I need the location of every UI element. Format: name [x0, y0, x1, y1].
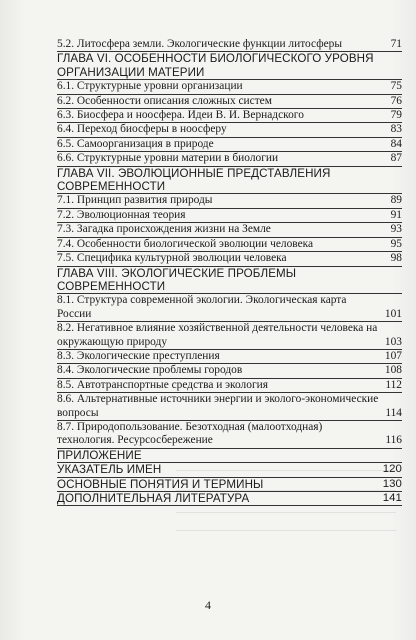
toc-chapter-heading: [57, 478, 402, 492]
toc-entry-title: 5.2. Литосфера земли. Экологические функции литосферы: [57, 38, 342, 50]
toc-entry-title: 7.4. Особенности биологической эволюции человека: [57, 237, 314, 250]
toc-entry-page: 83: [390, 123, 402, 136]
toc-entry-page: 103: [384, 335, 402, 348]
toc-entry-title: 8.5. Автотранспортные средства и экология: [57, 378, 268, 391]
toc-chapter-heading: [57, 267, 402, 295]
toc-entry-title: 7.2. Эволюционная теория: [57, 208, 186, 221]
bleed-through-line: [176, 512, 396, 516]
toc-entry: [57, 109, 402, 123]
toc-entry: [57, 238, 402, 252]
toc-entry-title: 6.1. Структурные уровни организации: [57, 80, 243, 93]
toc-entry-title: 8.1. Структура современной экологии. Экологическая карта России: [57, 294, 347, 320]
toc-entry: [57, 80, 402, 94]
toc-entry-page: 75: [390, 80, 402, 93]
toc-chapter-heading: [57, 463, 402, 477]
toc-entry-page: 76: [390, 94, 402, 107]
toc-entry: [57, 252, 402, 266]
toc-entry: [57, 194, 402, 208]
toc-entry: [57, 209, 402, 223]
toc-chapter-heading: [57, 52, 402, 80]
toc-entry-page: 112: [385, 378, 402, 391]
toc-entry-page: 101: [384, 307, 402, 320]
toc-entry-title: 6.3. Биосфера и ноосфера. Идеи В. И. Вернадского: [57, 109, 304, 122]
toc-entry: [57, 38, 402, 52]
toc-entry-page: 89: [390, 194, 402, 207]
bleed-through-line: [176, 530, 396, 534]
toc-entry-page: 71: [390, 38, 402, 50]
toc-entry-page: 91: [390, 208, 402, 221]
toc-entry: [57, 152, 402, 166]
toc-entry-page: 84: [390, 137, 402, 150]
toc-chapter-heading: [57, 449, 402, 463]
toc-entry-title: ГЛАВА VII. ЭВОЛЮЦИОННЫЕ ПРЕДСТАВЛЕНИЯ СОВРЕМЕННОСТИ: [57, 166, 331, 194]
toc-entry-page: 107: [384, 349, 402, 362]
toc-chapter-heading: [57, 492, 402, 506]
toc-entry-page: 98: [390, 252, 402, 265]
toc-chapter-heading: [57, 167, 402, 195]
toc-entry-page: 141: [382, 492, 402, 504]
toc-entry-page: 87: [390, 152, 402, 165]
toc-entry-title: 6.2. Особенности описания сложных систем: [57, 94, 272, 107]
toc-entry-title: УКАЗАТЕЛЬ ИМЕН: [57, 463, 162, 477]
toc-entry-title: ГЛАВА VI. ОСОБЕННОСТИ БИОЛОГИЧЕСКОГО УРОВНЯ ОРГАНИЗАЦИИ МАТЕРИИ: [57, 52, 374, 79]
toc-entry-page: 116: [385, 434, 402, 447]
toc-entry-title: 8.7. Природопользование. Безотходная (малоотходная) технология. Ресурсосбережение: [57, 420, 323, 447]
toc-entry: [57, 393, 402, 421]
toc-entry-page: 95: [390, 237, 402, 250]
toc-entry-title: 8.4. Экологические проблемы городов: [57, 364, 243, 377]
toc-entry-title: ОСНОВНЫЕ ПОНЯТИЯ И ТЕРМИНЫ: [57, 477, 264, 491]
page-number: 4: [205, 598, 211, 612]
toc-entry: [57, 421, 402, 449]
toc-entry: [57, 138, 402, 152]
toc-entry: [57, 95, 402, 109]
table-of-contents: [57, 38, 402, 506]
toc-entry: [57, 223, 402, 237]
toc-entry-title: 6.5. Самоорганизация в природе: [57, 137, 214, 150]
toc-entry-page: 79: [390, 109, 402, 122]
toc-entry: [57, 350, 402, 364]
toc-entry: [57, 379, 402, 393]
toc-entry-title: 8.6. Альтернативные источники энергии и эколого-экономические вопросы: [57, 393, 379, 419]
toc-entry-title: 8.3. Экологические преступления: [57, 349, 220, 362]
toc-entry: [57, 322, 402, 350]
toc-entry: [57, 294, 402, 322]
toc-entry-page: 93: [390, 223, 402, 236]
toc-entry-title: 8.2. Негативное влияние хозяйственной деятельности человека на окружающую природу: [57, 322, 378, 348]
toc-entry-title: 6.6. Структурные уровни материи в биологии: [57, 152, 279, 165]
toc-entry-page: 130: [382, 477, 402, 490]
toc-entry-title: 7.5. Специфика культурной эволюции человека: [57, 252, 287, 265]
toc-entry-page: 114: [385, 406, 402, 419]
toc-entry-title: ПРИЛОЖЕНИЕ: [57, 448, 142, 462]
toc-entry-title: 7.3. Загадка происхождения жизни на Земле: [57, 223, 271, 236]
toc-entry-title: ГЛАВА VIII. ЭКОЛОГИЧЕСКИЕ ПРОБЛЕМЫ СОВРЕМЕННОСТИ: [57, 266, 297, 293]
toc-entry: [57, 364, 402, 378]
toc-entry-page: 108: [384, 364, 402, 377]
toc-entry-title: 6.4. Переход биосферы в ноосферу: [57, 123, 227, 136]
toc-entry-title: ДОПОЛНИТЕЛЬНАЯ ЛИТЕРАТУРА: [57, 492, 250, 505]
toc-entry: [57, 123, 402, 137]
toc-entry-page: 120: [382, 463, 402, 476]
toc-entry-title: 7.1. Принцип развития природы: [57, 194, 213, 207]
